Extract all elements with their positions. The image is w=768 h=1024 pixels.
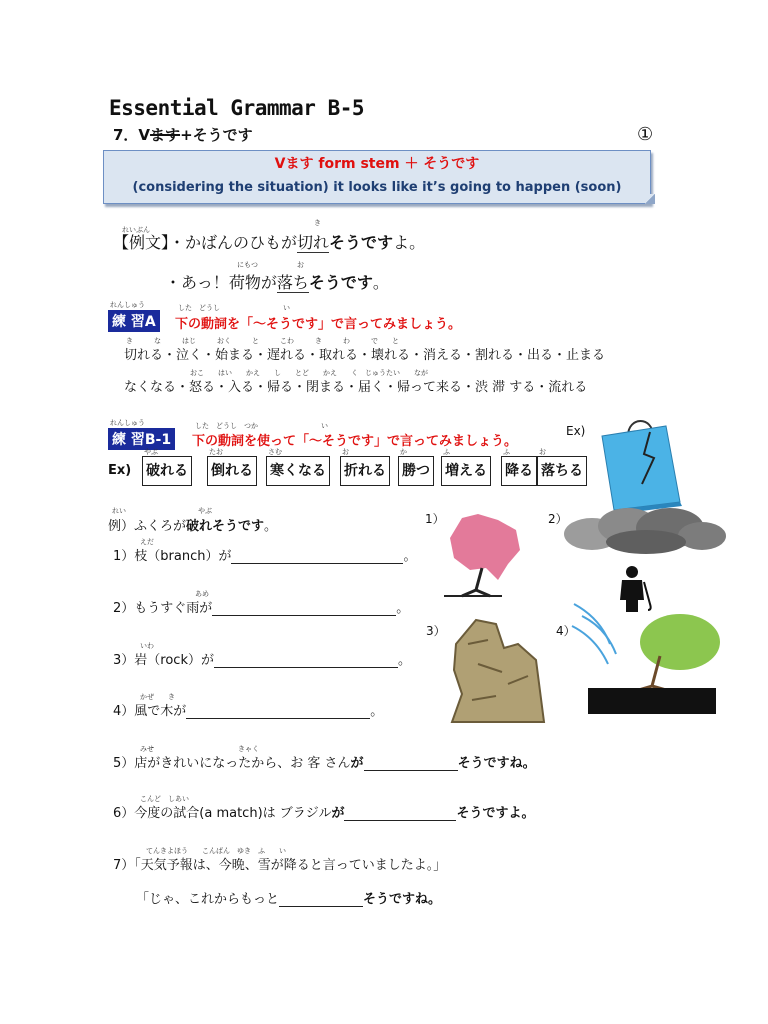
practice-a-verbs-row1: 切れる・泣く・始まる・遅れる・取れる・壊れる・消える・割れる・出る・止まる (124, 348, 606, 363)
question-7 (113, 854, 446, 873)
question-num: 4） (113, 704, 135, 719)
furigana: か (400, 448, 407, 456)
example-text: ・かばんのひもが (169, 233, 298, 252)
question-text: 岩（rock）が (134, 653, 214, 668)
question-text: 枝（branch）が (134, 549, 232, 564)
question-text: 今度の試合(a match)は ブラジル (134, 806, 332, 821)
furigana: れいぶん (122, 226, 150, 234)
question-text: 店がきれいになったから、お 客 さん (134, 756, 351, 771)
question-3 (113, 649, 411, 668)
furigana: お (539, 448, 546, 456)
question-7-response (136, 888, 441, 907)
question-text: 風で木が (134, 704, 187, 719)
furigana: した どうし つか い (195, 422, 328, 430)
question-text: 「天気予報は、今晩、雪が降ると言っていましたよ。」 (134, 858, 447, 873)
rule-box (103, 150, 651, 204)
answer-blank[interactable] (186, 702, 370, 719)
subtitle-suffix: +そうです (180, 126, 253, 144)
page-marker: ① (637, 124, 654, 145)
page-title: Essential Grammar B-5 (109, 96, 365, 120)
torn-bag-icon (598, 414, 688, 514)
question-1 (113, 545, 417, 564)
practice-b-instruction: 下の動詞を使って「～そうです」で言ってみましょう。 (192, 434, 518, 449)
example-verb: 切れ (297, 233, 330, 252)
example-sentence-2 (165, 270, 389, 293)
example-sou: そうです (308, 273, 373, 292)
practice-a-verbs-row2: なくなる・怒る・入る・帰る・閉まる・届く・帰って来る・渋 滞 する・流れる (124, 380, 588, 395)
question-end: 。 (403, 549, 417, 564)
furigana: さむ (268, 448, 282, 456)
question-5 (113, 752, 536, 771)
furigana: にもつ (237, 261, 258, 269)
verb-box: 勝つ (398, 456, 434, 486)
question-end: 。 (396, 601, 410, 616)
furigana: いわ (140, 642, 154, 650)
furigana: えだ (140, 538, 154, 546)
furigana: てんきよほう こんばん ゆき ふ い (146, 847, 286, 855)
example-verb: 落ち (276, 273, 309, 292)
verb-box: 破れる (142, 456, 192, 486)
furigana: れんしゅう (110, 301, 145, 309)
example-noun: 荷物 (228, 273, 261, 292)
furigana: おこ はい かえ し とど かえ く じゅうたい なが (190, 369, 428, 377)
question-end: 。 (397, 653, 411, 668)
verb-box: 倒れる (207, 456, 257, 486)
furigana: あめ (195, 590, 209, 598)
example-answer (108, 515, 277, 534)
question-end: そうですよ。 (456, 806, 535, 821)
furigana: ふ (503, 448, 510, 456)
box-fold-corner (645, 194, 655, 204)
example-sou: そうです (329, 233, 394, 252)
pic-label: 4） (556, 624, 576, 638)
question-6 (113, 802, 534, 821)
verb-box: 落ちる (537, 456, 587, 486)
answer-blank[interactable] (344, 804, 456, 821)
verb-box: 増える (441, 456, 491, 486)
question-bold: が (331, 806, 345, 821)
example-end: 。 (372, 273, 389, 292)
pic-label: Ex) (566, 424, 586, 438)
furigana: やぶ (198, 507, 212, 515)
answer-blank[interactable] (364, 754, 458, 771)
question-end: 。 (370, 704, 384, 719)
furigana: かぜ き (140, 693, 175, 701)
practice-a-instruction: 下の動詞を「～そうです」で言ってみましょう。 (175, 317, 462, 332)
practice-b-tag: 練 習B-1 (108, 428, 175, 450)
pic-label: 2） (548, 512, 568, 526)
question-num: 3） (113, 653, 135, 668)
verb-box: 降る (501, 456, 537, 486)
example-particle: が (260, 273, 277, 292)
furigana: こんど しあい (140, 795, 189, 803)
answer-blank[interactable] (214, 651, 398, 668)
pic-label: 3） (426, 624, 446, 638)
question-num: 5） (113, 756, 135, 771)
question-2 (113, 597, 409, 616)
question-num: 7） (113, 858, 135, 873)
question-text: もうすぐ雨が (134, 601, 213, 616)
answer-blank[interactable] (212, 599, 396, 616)
question-4 (113, 700, 383, 719)
example-prefix: 例）ふくろが (108, 519, 187, 534)
furigana: した どうし い (178, 304, 290, 312)
subtitle-prefix: 7．V (113, 126, 151, 144)
question-num: 1） (113, 549, 135, 564)
furigana: れい (112, 507, 126, 515)
windy-tree-icon (570, 598, 720, 716)
furigana: お (297, 261, 304, 269)
lesson-subtitle (113, 124, 253, 145)
question-end: そうですね。 (363, 892, 442, 907)
furigana: き な はじ おく と こわ き わ で と (126, 337, 399, 345)
example-sentence-1 (113, 230, 425, 253)
furigana: き (314, 219, 321, 227)
example-label: 【例文】 (113, 233, 170, 252)
furigana: やぶ (144, 448, 158, 456)
answer-blank[interactable] (279, 890, 363, 907)
example-suffix: 。 (264, 519, 278, 534)
verb-box: 寒くなる (266, 456, 330, 486)
furigana: お (342, 448, 349, 456)
furigana: みせ きゃく (140, 745, 259, 753)
example-text: ・あっ！ (165, 273, 229, 292)
question-text: 「じゃ、これからもっと (136, 892, 280, 907)
question-end: そうですね。 (457, 756, 536, 771)
rule-line-2: (considering the situation) it looks like it’s going to happen (soon) (132, 180, 622, 195)
ex-label: Ex) (108, 463, 132, 478)
pic-label: 1） (425, 512, 445, 526)
furigana: たお (209, 448, 223, 456)
question-num: 6） (113, 806, 135, 821)
practice-a-tag: 練 習A (108, 310, 160, 332)
example-end: よ。 (393, 233, 426, 252)
storm-clouds-icon (562, 502, 728, 558)
furigana: ふ (443, 448, 450, 456)
question-bold: が (350, 756, 364, 771)
example-bold: 破れそうです (186, 519, 265, 534)
furigana: れんしゅう (110, 419, 145, 427)
rule-line-1: Vます form stem ＋ そうです (274, 156, 480, 172)
blossom-tree-icon (442, 510, 522, 600)
subtitle-strike: ます (150, 126, 181, 144)
verb-box: 折れる (340, 456, 390, 486)
answer-blank[interactable] (231, 547, 403, 564)
rock-icon (448, 614, 548, 724)
question-num: 2） (113, 601, 135, 616)
